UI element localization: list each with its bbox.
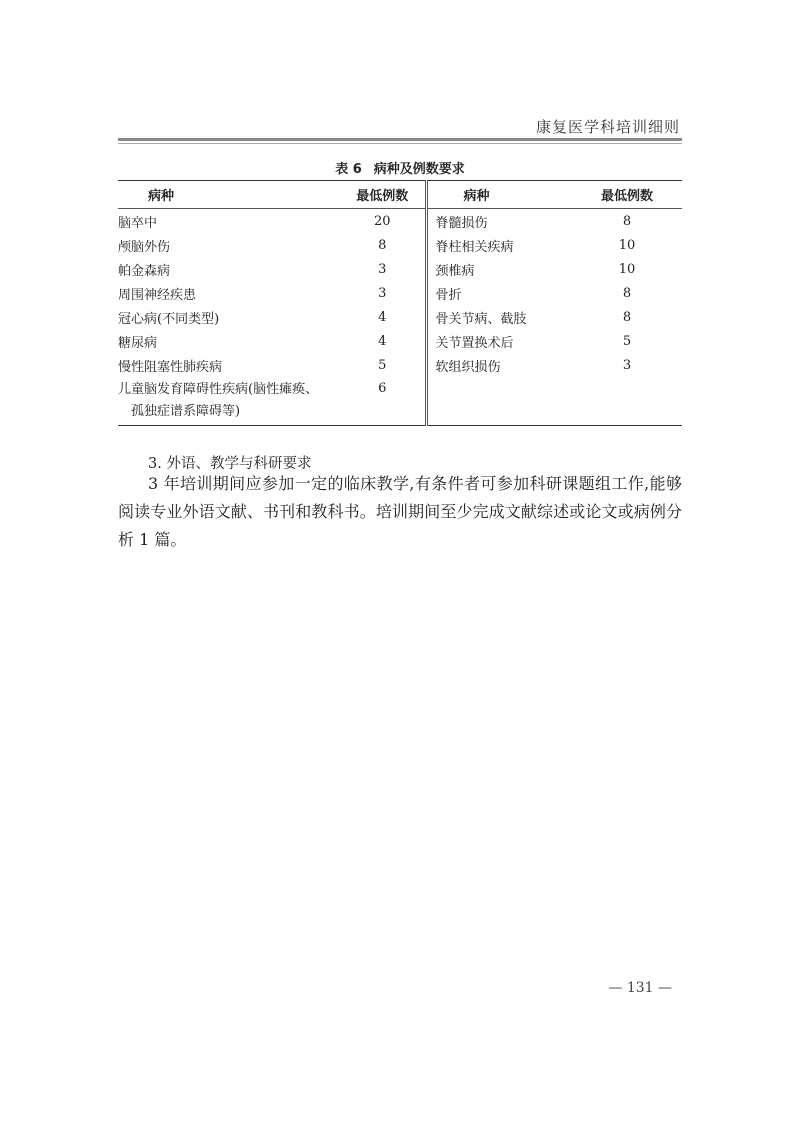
table-row — [118, 257, 682, 281]
disease-name: 帕金森病 — [118, 263, 171, 279]
table-row — [118, 305, 682, 329]
min-count: 8 — [340, 233, 426, 257]
table-row — [118, 233, 682, 257]
disease-requirements-table — [118, 180, 682, 426]
table-row — [118, 377, 682, 426]
running-header-title: 康复医学科培训细则 — [535, 118, 680, 136]
min-count: 4 — [340, 329, 426, 353]
disease-name: 脊柱相关疾病 — [435, 239, 514, 255]
disease-name — [118, 377, 340, 426]
disease-name-line1: 儿童脑发育障碍性疾病(脑性瘫痪、 — [118, 382, 319, 397]
table-caption-title: 病种及例数要求 — [373, 162, 465, 177]
table-caption — [118, 158, 682, 177]
table-row — [118, 353, 682, 377]
header-disease-right: 病种 — [426, 181, 572, 209]
disease-name: 糖尿病 — [118, 335, 158, 351]
disease-name: 骨关节病、截肢 — [435, 311, 527, 327]
min-count: 3 — [340, 281, 426, 305]
disease-name: 脑卒中 — [118, 215, 158, 231]
header-rule-thin — [118, 143, 682, 144]
header-rule — [118, 138, 682, 141]
min-count: 10 — [618, 261, 636, 277]
min-count: 8 — [622, 213, 632, 229]
disease-name: 软组织损伤 — [435, 359, 501, 375]
body-paragraph: 3 年培训期间应参加一定的临床教学,有条件者可参加科研课题组工作,能够阅读专业外语文献、书刊和教科书。培训期间至少完成文献综述或论文或病例分析 1 篇。 — [118, 474, 682, 549]
table-row — [118, 329, 682, 353]
page-number: — 131 — — [608, 980, 672, 996]
disease-name-line2: 孤独症谱系障碍等) — [131, 404, 241, 419]
header-disease-left: 病种 — [118, 181, 340, 209]
disease-name: 周围神经疾患 — [118, 287, 197, 303]
table-row — [118, 281, 682, 305]
min-count: 4 — [340, 305, 426, 329]
header-count-left: 最低例数 — [340, 181, 426, 209]
section-heading: 3. 外语、教学与科研要求 — [148, 456, 312, 472]
min-count: 3 — [340, 257, 426, 281]
min-count: 20 — [340, 209, 426, 234]
min-count: 8 — [622, 285, 632, 301]
table-row — [118, 209, 682, 234]
min-count: 5 — [340, 353, 426, 377]
min-count: 6 — [340, 377, 426, 426]
disease-name: 骨折 — [435, 287, 462, 303]
disease-name: 慢性阻塞性肺疾病 — [118, 359, 223, 375]
table-caption-label: 表 6 — [335, 162, 362, 177]
min-count: 8 — [622, 309, 632, 325]
min-count: 5 — [622, 333, 632, 349]
min-count: 10 — [618, 237, 636, 253]
min-count: 3 — [622, 357, 632, 373]
disease-name: 颅脑外伤 — [118, 239, 171, 255]
disease-name: 关节置换术后 — [435, 335, 514, 351]
empty-cell — [572, 377, 682, 426]
table-header-row — [118, 181, 682, 209]
disease-name: 颈椎病 — [435, 263, 475, 279]
empty-cell — [426, 377, 572, 426]
header-count-right: 最低例数 — [572, 181, 682, 209]
disease-name: 脊髓损伤 — [435, 215, 488, 231]
disease-name: 冠心病(不同类型) — [118, 311, 220, 327]
